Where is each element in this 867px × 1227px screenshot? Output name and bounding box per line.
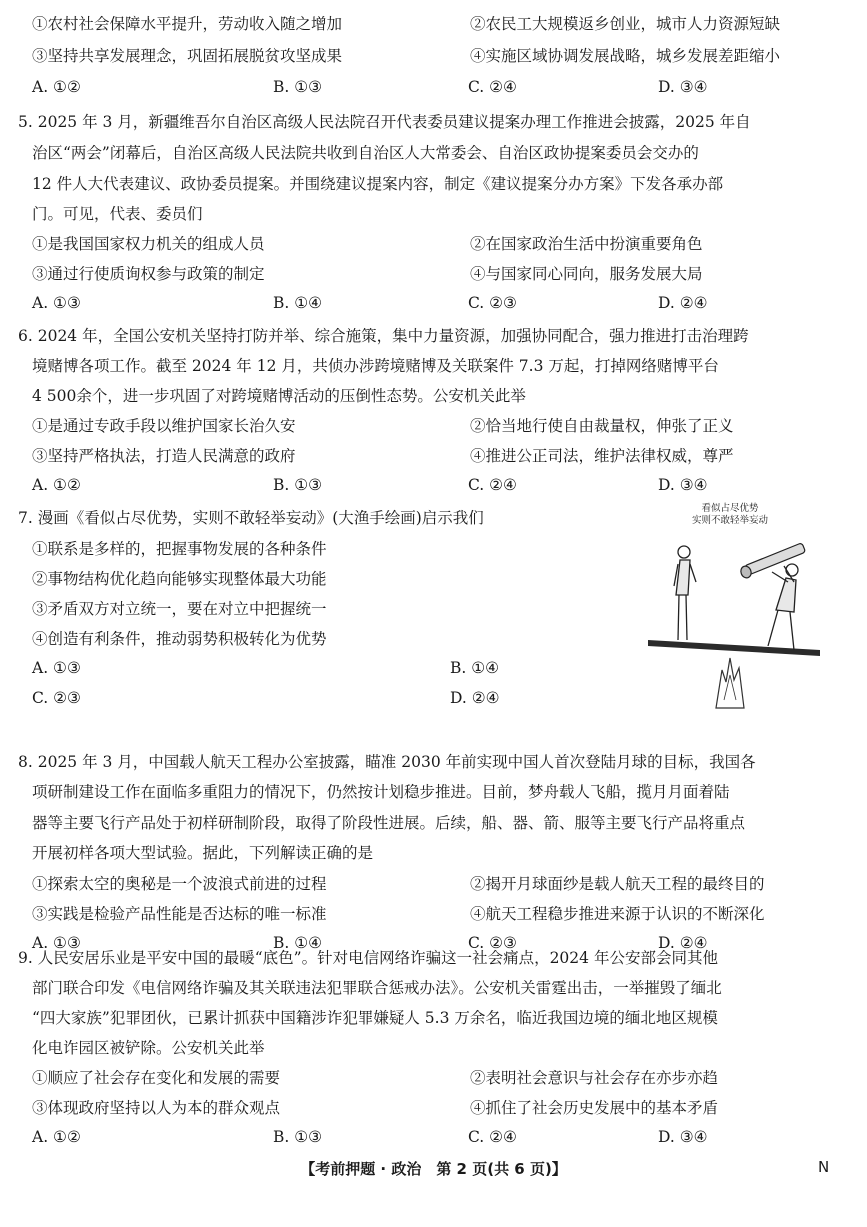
q7-option-2: ②事物结构优化趋向能够实现整体最大功能 [32, 570, 327, 588]
q5-option-3: ③通过行使质询权参与政策的制定 [32, 265, 265, 283]
q8-option-4: ④航天工程稳步推进来源于认识的不断深化 [470, 905, 765, 923]
q6-option-4: ④推进公正司法，维护法律权威，尊严 [470, 447, 734, 465]
q4-choice-b: B. ①③ [273, 78, 323, 96]
q8-choice-b: B. ①④ [273, 934, 323, 952]
fulcrum-spike [716, 658, 744, 708]
q7-choice-b: B. ①④ [450, 659, 500, 677]
q5-stem-line-2: 治区“两会”闭幕后，自治区高级人民法院共收到自治区人大常委会、自治区政协提案委员会交办的 [32, 144, 699, 162]
q9-stem-line-1: 9. 人民安居乐业是平安中国的最暖“底色”。针对电信网络诈骗这一社会痛点，2024 年公安部会同其他 [18, 949, 718, 967]
q6-choice-a: A. ①② [32, 476, 81, 494]
q8-option-1: ①探索太空的奥秘是一个波浪式前进的过程 [32, 875, 327, 893]
cartoon-caption-line-1: 看似占尽优势 [701, 503, 759, 514]
q9-option-1: ①顺应了社会存在变化和发展的需要 [32, 1069, 281, 1087]
q5-choice-d: D. ②④ [658, 294, 708, 312]
soldier-with-launcher-figure [768, 564, 798, 650]
q9-stem-line-2: 部门联合印发《电信网络诈骗及其关联违法犯罪联合惩戒办法》。公安机关雷霆出击，一举摧毁了缅北 [32, 979, 722, 997]
q5-choice-b: B. ①④ [273, 294, 323, 312]
q5-choice-c: C. ②③ [468, 294, 517, 312]
q6-stem-line-3: 4 500余个，进一步巩固了对跨境赌博活动的压倒性态势。公安机关此举 [32, 387, 526, 405]
q8-stem-line-1: 8. 2025 年 3 月，中国载人航天工程办公室披露，瞄准 2030 年前实现中国人首次登陆月球的目标，我国各 [18, 753, 756, 771]
q9-choice-a: A. ①② [32, 1128, 81, 1146]
q4-choice-a: A. ①② [32, 78, 81, 96]
q9-option-4: ④抓住了社会历史发展中的基本矛盾 [470, 1099, 719, 1117]
q6-option-3: ③坚持严格执法，打造人民满意的政府 [32, 447, 296, 465]
q4-option-3: ③坚持共享发展理念，巩固拓展脱贫攻坚成果 [32, 47, 343, 65]
q4-choice-d: D. ③④ [658, 78, 708, 96]
q7-option-1: ①联系是多样的，把握事物发展的各种条件 [32, 540, 327, 558]
q7-choice-a: A. ①③ [32, 659, 81, 677]
q8-stem-line-4: 开展初样各项大型试验。据此，下列解读正确的是 [32, 844, 374, 862]
q6-choice-c: C. ②④ [468, 476, 517, 494]
q5-option-1: ①是我国国家权力机关的组成人员 [32, 235, 265, 253]
cartoon-illustration [644, 500, 824, 710]
q4-option-2: ②农民工大规模返乡创业，城市人力资源短缺 [470, 15, 781, 33]
q4-option-4: ④实施区域协调发展战略，城乡发展差距缩小 [470, 47, 781, 65]
q7-option-3: ③矛盾双方对立统一，要在对立中把握统一 [32, 600, 327, 618]
q5-option-4: ④与国家同心同向，服务发展大局 [470, 265, 703, 283]
q5-stem-line-4: 门。可见，代表、委员们 [32, 205, 203, 223]
q6-option-2: ②恰当地行使自由裁量权，伸张了正义 [470, 417, 734, 435]
q9-stem-line-3: “四大家族”犯罪团伙，已累计抓获中国籍涉诈犯罪嫌疑人 5.3 万余名，临近我国边境的缅北地区规模 [32, 1009, 718, 1027]
q9-option-3: ③体现政府坚持以人为本的群众观点 [32, 1099, 281, 1117]
q7-choice-c: C. ②③ [32, 689, 81, 707]
q8-stem-line-2: 项研制建设工作在面临多重阻力的情况下，仍然按计划稳步推进。目前，梦舟载人飞船，揽月月面着陆 [32, 783, 730, 801]
q7-stem-line-1: 7. 漫画《看似占尽优势，实则不敢轻举妄动》(大渔手绘画)启示我们 [18, 509, 484, 527]
q9-option-2: ②表明社会意识与社会存在亦步亦趋 [470, 1069, 719, 1087]
q9-choice-c: C. ②④ [468, 1128, 517, 1146]
q9-choice-b: B. ①③ [273, 1128, 323, 1146]
q8-choice-c: C. ②③ [468, 934, 517, 952]
standing-man-figure [674, 546, 696, 640]
q4-option-1: ①农村社会保障水平提升，劳动收入随之增加 [32, 15, 343, 33]
q5-stem-line-3: 12 件人大代表建议、政协委员提案。并围绕建议提案内容，制定《建议提案分办方案》下发各承办部 [32, 175, 724, 193]
q4-choice-c: C. ②④ [468, 78, 517, 96]
q8-choice-a: A. ①③ [32, 934, 81, 952]
q8-option-3: ③实践是检验产品性能是否达标的唯一标准 [32, 905, 327, 923]
q9-choice-d: D. ③④ [658, 1128, 708, 1146]
q5-option-2: ②在国家政治生活中扮演重要角色 [470, 235, 703, 253]
page-corner-mark: N [818, 1158, 830, 1176]
q8-choice-d: D. ②④ [658, 934, 708, 952]
q6-stem-line-2: 境赌博各项工作。截至 2024 年 12 月，共侦办涉跨境赌博及关联案件 7.3 万起，打掉网络赌博平台 [32, 357, 719, 375]
q7-choice-d: D. ②④ [450, 689, 500, 707]
q6-option-1: ①是通过专政手段以维护国家长治久安 [32, 417, 296, 435]
q6-choice-b: B. ①③ [273, 476, 323, 494]
q5-choice-a: A. ①③ [32, 294, 81, 312]
q7-option-4: ④创造有利条件，推动弱势积极转化为优势 [32, 630, 327, 648]
q6-stem-line-1: 6. 2024 年，全国公安机关坚持打防并举、综合施策，集中力量资源，加强协同配合，强力推进打击治理跨 [18, 327, 749, 345]
page-footer: 【考前押题 · 政治 第 2 页(共 6 页)】 [300, 1160, 567, 1178]
q9-stem-line-4: 化电诈园区被铲除。公安机关此举 [32, 1039, 265, 1057]
cartoon-caption-line-2: 实则不敢轻举妄动 [691, 515, 768, 526]
q8-stem-line-3: 器等主要飞行产品处于初样研制阶段，取得了阶段性进展。后续，船、器、箭、服等主要飞行产品将重点 [32, 814, 746, 832]
q8-option-2: ②揭开月球面纱是载人航天工程的最终目的 [470, 875, 765, 893]
q5-stem-line-1: 5. 2025 年 3 月，新疆维吾尔自治区高级人民法院召开代表委员建议提案办理工作推进会披露，2025 年自 [18, 113, 751, 131]
q6-choice-d: D. ③④ [658, 476, 708, 494]
